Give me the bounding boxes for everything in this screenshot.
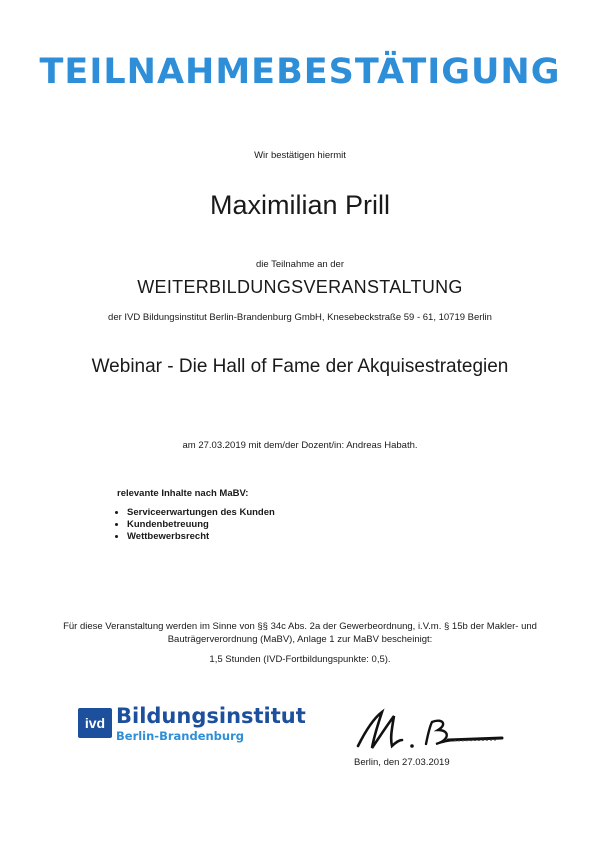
place-date: Berlin, den 27.03.2019 [354,757,450,768]
participation-text: die Teilnahme an der [255,259,345,270]
confirm-text: Wir bestätigen hiermit [254,150,346,161]
organizer-line: der IVD Bildungsinstitut Berlin-Brandenburg GmbH, Knesebeckstraße 59 - 61, 10719 Berlin [108,312,492,323]
logo-main-text: Bildungsinstitut [116,704,306,728]
mabv-heading: relevante Inhalte nach MaBV: [117,488,249,499]
signature-icon [352,700,512,760]
participant-name: Maximilian Prill [209,190,391,220]
legal-text: Für diese Veranstaltung werden im Sinne von §§ 34c Abs. 2a der Gewerbeordnung, i.V.m. § 15b der Makler- und Bauträgerverordnung (MaBV), Anlage 1 zur MaBV bescheinigt: [63,621,537,645]
hours-text: 1,5 Stunden (IVD-Fortbildungspunkte: 0,5). [209,654,391,665]
list-item: • Wettbewerbsrecht [127,531,275,542]
mabv-list [117,507,275,542]
date-line: am 27.03.2019 mit dem/der Dozent/in: Andreas Habath. [182,440,418,451]
list-item: • Serviceerwartungen des Kunden [127,507,275,518]
list-item: • Kundenbetreuung [127,519,275,530]
mabv-section [117,488,275,543]
logo-sub-text: Berlin-Brandenburg [116,729,245,743]
event-title: Webinar - Die Hall of Fame der Akquisestrategien [91,356,509,377]
logo-box: ivd [78,708,112,738]
certificate-title: TEILNAHMEBESTÄTIGUNG [39,52,561,92]
ivd-logo [78,704,308,746]
event-type: WEITERBILDUNGSVERANSTALTUNG [137,277,463,297]
